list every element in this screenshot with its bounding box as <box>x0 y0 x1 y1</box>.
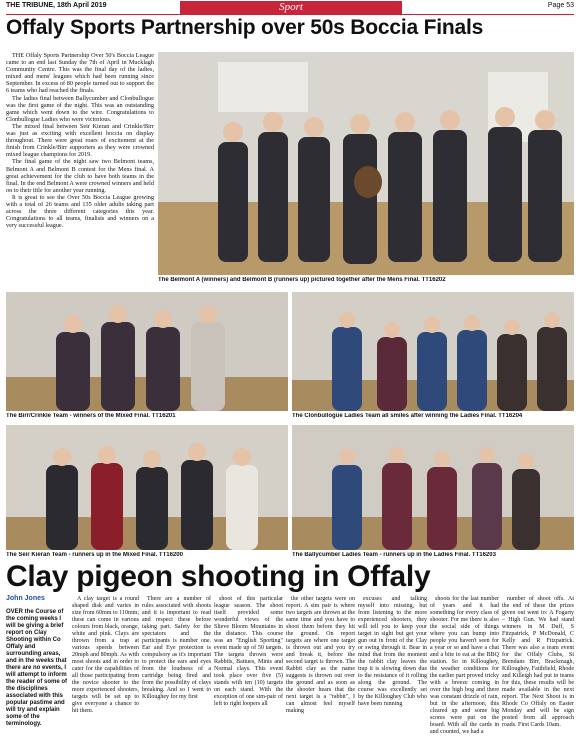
photo-caption: The Birr/Crinkle Team - winners of the Mixed Final. TT16201 <box>6 413 176 419</box>
photo-birr-crinkle-team <box>6 292 288 411</box>
photo-belmont-teams <box>158 52 574 275</box>
clay-paragraph: shoots for the last number of years and it had something for every class of shooter. For me there is also the social side of things where you can bump into people you haven't seen for a year or so and have a chat and a bite to eat at the BBQ station. So in Killoughey, the weather conditions for the earlier part proved tricky with a breeze coming in over the high bog and there was constant drizzle of rain, but in the afternoon, this cleared up and some big scores were put on the board. With all the cards in and counted, we had a <box>430 596 499 735</box>
boccia-paragraph: The final game of the night saw two Belmont teams, Belmont A and Belmont B contest for the Mens final. A great achievement for the club to have both teams in the final. In the end Belmont A were crowned winners and held on to their title for another year running. <box>6 158 154 194</box>
photo-caption: The Seir Kieran Team - runners up in the Mixed Final. TT16200 <box>6 552 183 558</box>
clay-paragraph: shoot of this particular league season. The shoot itself provided some wonderful views of the Slieve Bloom Mountains in the distance. This course was an "English Sporting" event made up of 50 targets. The targets thrown were Rabbits, Battues, Minis and Normal clays. This event took place over five (5) stands with ten (10) targets on each stand. With the exception of one sim-pair of left to right loopers all <box>214 596 283 707</box>
header-rule <box>6 14 574 15</box>
clay-column <box>502 596 574 729</box>
clay-column <box>142 596 211 701</box>
photo-clonbullogue-ladies <box>292 292 574 411</box>
byline: John Jones <box>6 595 45 602</box>
paper-date: THE TRIBUNE, 18th April 2019 <box>6 2 107 9</box>
boccia-paragraph: The ladies final between Ballycumber and Clonbullogue was the first game of the night. This was an outstanding game which went down to the wire. Congratulations to Clonbullogue Ladies who were victorious. <box>6 94 154 123</box>
photo-caption: The Clonbullogue Ladies Team all smiles after winning the Ladies Final. TT16204 <box>292 413 523 419</box>
boccia-headline: Offaly Sports Partnership over 50s Boccia Finals <box>6 16 484 39</box>
boccia-paragraph: The mixed final between Seir Kieran and Crinkle/Birr was just as exciting with excellent boccia on display throughout. There were great roars of excitement at the finish from Crinkle/Birr supporters as they were crowned mixed league champions for 2019. <box>6 122 154 159</box>
clay-column <box>430 596 499 736</box>
clay-paragraph: There are a number of rules associated with shoots and it is important to read and respect these before taking part. Safety for the spectators and the participants is number one. Ear and Eye protection is compulsory as it's important to protect the ears and eyes from the loudness of a cartridge being fired and from the possibility of clays breaking. And so I went to Killoughey for my first <box>142 596 211 700</box>
boccia-paragraph: It is great to see the Over 50s Boccia League growing with a total of 26 teams and 135 older adults taking part across the three different categories this year. Congratulations to all teams, finalists and winners on a very successful league. <box>6 193 154 230</box>
clay-column <box>214 596 283 708</box>
clay-column <box>72 596 139 715</box>
photo-caption: The Ballycumber Ladies Team - runners up in the Ladies Final. TT16203 <box>292 552 496 558</box>
clay-paragraph: number of shoot offs. At the end of these the prizes given out went to: A Fogarty – High Gun. We had stand winners in M Duff, S Fitzpatrick, P McDonald, C Kelly and R Fitzpatrick. There was also a team event for the Offaly Clubs, St Brendans Birr, Brackmagh, Killoughey, Faithfield, Rhode and Killeigh had put in teams for this, these results will be made available in the next report. The Next Shoot is in Rhode Co Offaly on Easter Monday and will be sign posted from all approach roads. First Cards 10am. <box>502 596 574 728</box>
boccia-article <box>6 52 154 229</box>
clay-paragraph: excuses and talking myself into missing, but from listening to the more experienced shooters, they will tell you to keep your target in sight but get your gun out in front of the Clay or swing through it. Bear in mind that from the moment the rabbit clay leaves the trap it is slowing down due to the resistance of it rolling along the ground. The course was excellently set by the Killoughey Club who have been running <box>358 596 427 707</box>
page-number: Page 53 <box>547 2 574 9</box>
photo-ballycumber-ladies <box>292 425 574 550</box>
clay-headline: Clay pigeon shooting in Offaly <box>6 560 431 593</box>
section-banner: Sport <box>180 1 402 14</box>
clay-paragraph: the other targets were on report. A sim pair is where two targets are thrown at the same time and you have to shoot them before they hit the ground. On report targets are where one target is thrown out and you try and break it, before the second target is thrown. The Rabbit clay as the name suggests is thrown out over the ground and as soon as the shooter hears that the next target is a "rabbit", I can almost feel myself making <box>286 596 355 714</box>
clay-paragraph: A clay target is a round shaped disk and varies in size from 60mm to 110mm; these can come in various colours from black, orange, white and pink. Clays are thrown from a trap at various speeds between 20mph and 80mph. As with most shoots and in order to cater for the capabilities of all those participating from the novice shooter to the more experienced shooters, targets will be set up to give everyone a chance to hit them. <box>72 596 139 714</box>
photo-seir-kieran-team <box>6 425 288 550</box>
clay-intro: OVER the Course of the coming weeks I will be giving a brief report on Clay Shooting within Co Offaly and surrounding areas, and in the weeks that there are no events, I will attempt to inform the reader of some of the disciplines associated with this popular pastime and will try and explain some of the terminology. <box>6 609 68 727</box>
photo-caption: The Belmont A (winners) and Belmont B (runners up) pictured together after the Mens Final. TT16202 <box>158 277 446 283</box>
clay-column <box>286 596 355 715</box>
clay-column <box>358 596 427 708</box>
boccia-paragraph: THE Offaly Sports Partnership Over 50's Boccia League came to an end last Sunday the 7th of April in Mucklagh Community Centre. This was the final day of the ladies, mixed and mens' leagues which had been running since September. In excess of 80 people turned out to support the 6 teams who had reached the finals. <box>6 52 154 95</box>
